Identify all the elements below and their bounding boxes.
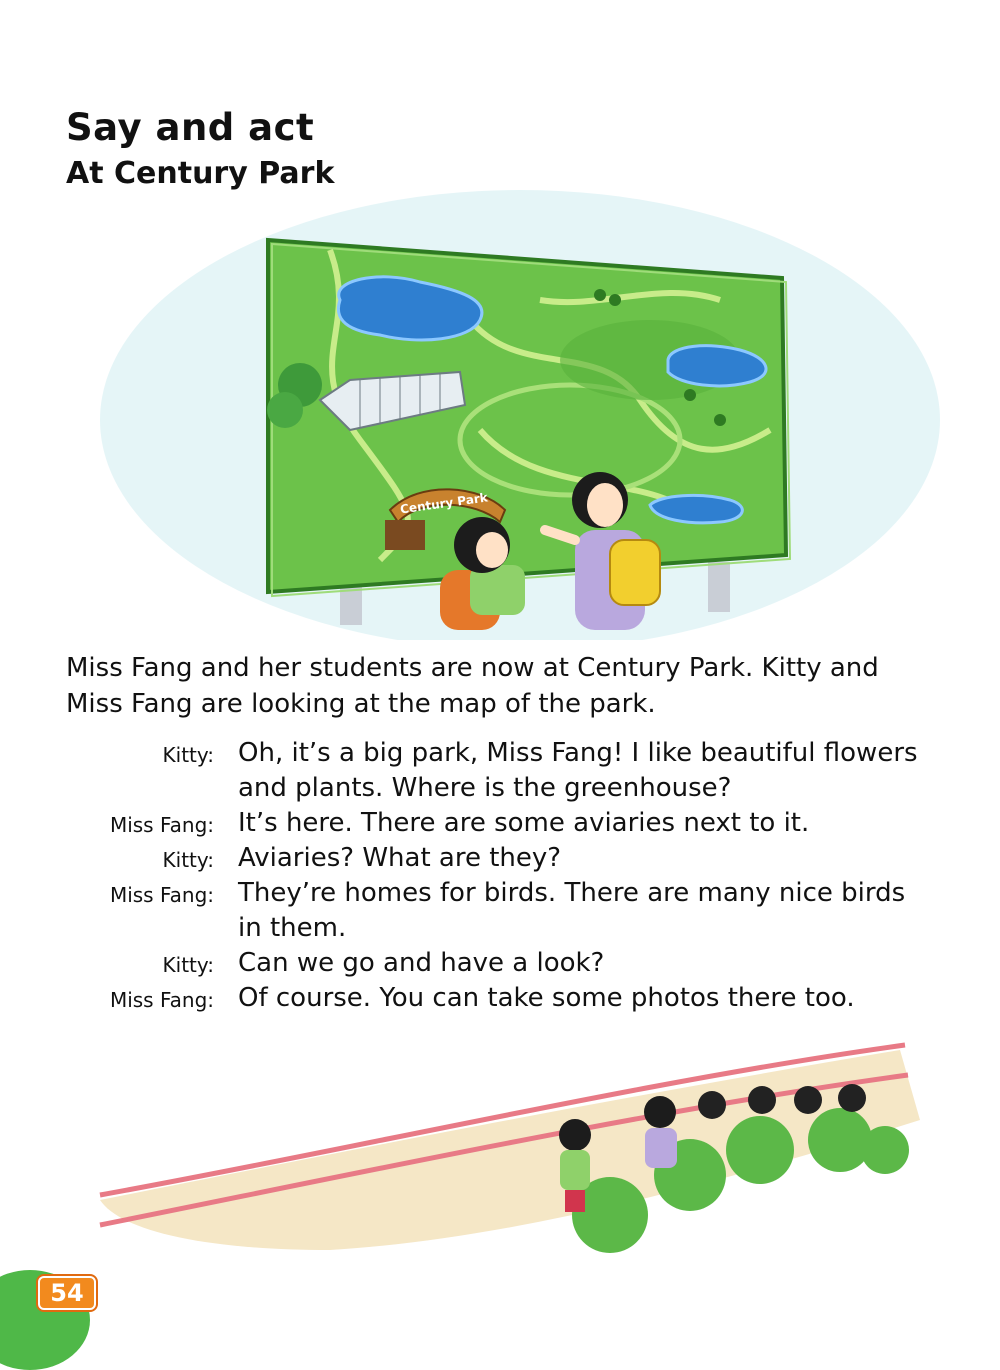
dialogue-line xyxy=(0,841,1000,876)
dialogue-line xyxy=(0,946,1000,981)
dialogue-line xyxy=(0,806,1000,841)
section-subtitle: At Century Park xyxy=(66,156,335,191)
speech-text: Aviaries? What are they? xyxy=(238,843,562,873)
speech-text: Can we go and have a look? xyxy=(238,948,605,978)
dialogue-line xyxy=(0,876,1000,946)
speaker-label: Miss Fang: xyxy=(109,988,214,1012)
bushes xyxy=(572,1108,909,1253)
speech-text: It’s here. There are some aviaries next to it. xyxy=(238,808,810,838)
speech-text: They’re homes for birds. There are many nice birds in them. xyxy=(238,878,906,943)
speaker-label: Miss Fang: xyxy=(109,813,214,837)
page-number-badge: 54 xyxy=(38,1276,96,1310)
speaker-label: Kitty: xyxy=(162,953,214,977)
sign-post-right xyxy=(708,562,730,612)
park-map-illustration xyxy=(0,0,1000,640)
speaker-label: Kitty: xyxy=(162,848,214,872)
page-title: Say and act xyxy=(66,106,315,149)
speaker-label: Kitty: xyxy=(162,743,214,767)
students-group xyxy=(559,1084,866,1212)
dialogue-line xyxy=(0,981,1000,1016)
speech-text: Of course. You can take some photos there too. xyxy=(238,983,855,1013)
dialogue xyxy=(0,736,1000,1016)
speaker-label: Miss Fang: xyxy=(109,883,214,907)
dirt-path xyxy=(100,1050,920,1250)
speech-text: Oh, it’s a big park, Miss Fang! I like beautiful flowers and plants. Where is the greenhouse? xyxy=(238,738,918,803)
gate-sign-text: Century Park xyxy=(399,490,489,517)
dialogue-line xyxy=(0,736,1000,806)
intro-paragraph: Miss Fang and her students are now at Century Park. Kitty and Miss Fang are looking at the map of the park. xyxy=(66,653,879,719)
